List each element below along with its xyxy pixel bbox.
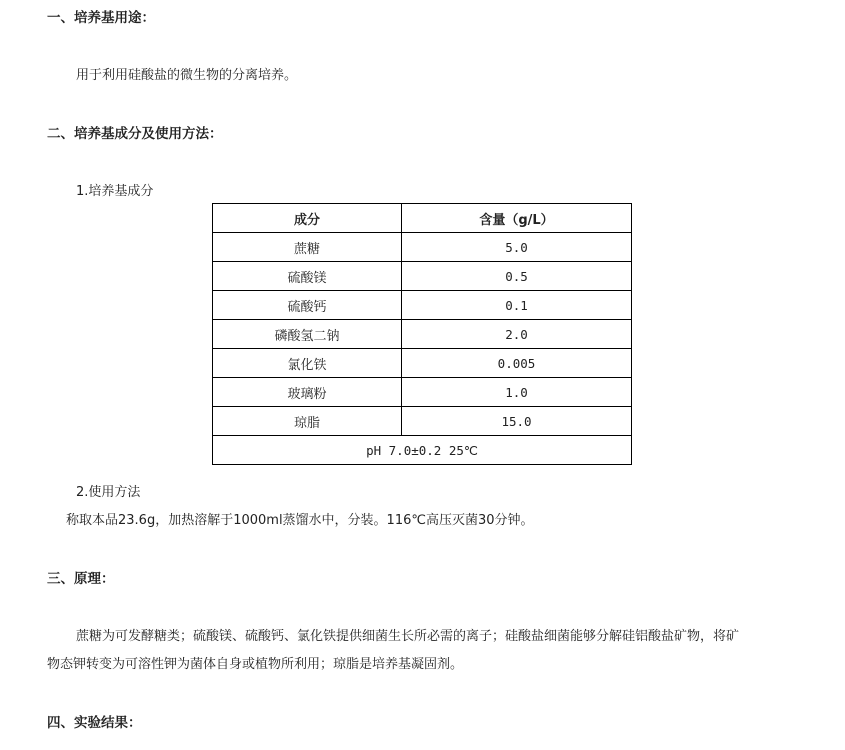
table-row — [213, 262, 632, 291]
table-cell-component: 琼脂 — [213, 407, 402, 436]
table-row — [213, 233, 632, 262]
section-3-heading: 三、原理： — [47, 571, 115, 587]
subsection-method-title: 2.使用方法 — [76, 485, 141, 500]
table-footer-ph: pH 7.0±0.2 25℃ — [213, 436, 632, 465]
section-2-heading: 二、培养基成分及使用方法： — [47, 126, 223, 142]
table-cell-amount: 0.005 — [402, 349, 632, 378]
subsection-components-title: 1.培养基成分 — [76, 184, 154, 199]
table-cell-component: 氯化铁 — [213, 349, 402, 378]
table-cell-amount: 2.0 — [402, 320, 632, 349]
table-header-component: 成分 — [213, 204, 402, 233]
table-cell-component: 磷酸氢二钠 — [213, 320, 402, 349]
section-1-text: 用于利用硅酸盐的微生物的分离培养。 — [76, 68, 298, 83]
table-cell-amount: 0.1 — [402, 291, 632, 320]
table-row — [213, 407, 632, 436]
table-header-amount: 含量（g/L） — [402, 204, 632, 233]
table-cell-component: 蔗糖 — [213, 233, 402, 262]
principle-text-line-1: 蔗糖为可发酵糖类；硫酸镁、硫酸钙、氯化铁提供细菌生长所必需的离子；硅酸盐细菌能够分解硅铝酸盐矿物，将矿 — [76, 629, 740, 644]
table-cell-component: 硫酸钙 — [213, 291, 402, 320]
table-row — [213, 349, 632, 378]
table-header-row — [213, 204, 632, 233]
table-row — [213, 320, 632, 349]
table-cell-component: 玻璃粉 — [213, 378, 402, 407]
table-cell-amount: 5.0 — [402, 233, 632, 262]
section-1-heading: 一、培养基用途： — [47, 10, 155, 26]
table-row — [213, 291, 632, 320]
table-row — [213, 378, 632, 407]
table-cell-component: 硫酸镁 — [213, 262, 402, 291]
medium-composition-table — [212, 203, 632, 465]
principle-text-line-2: 物态钾转变为可溶性钾为菌体自身或植物所利用；琼脂是培养基凝固剂。 — [47, 657, 464, 672]
table-cell-amount: 15.0 — [402, 407, 632, 436]
table-cell-amount: 1.0 — [402, 378, 632, 407]
table-cell-amount: 0.5 — [402, 262, 632, 291]
section-4-heading: 四、实验结果： — [47, 715, 142, 731]
method-text: 称取本品23.6g，加热溶解于1000ml蒸馏水中，分装。116℃高压灭菌30分钟。 — [66, 513, 534, 528]
table-footer-row — [213, 436, 632, 465]
